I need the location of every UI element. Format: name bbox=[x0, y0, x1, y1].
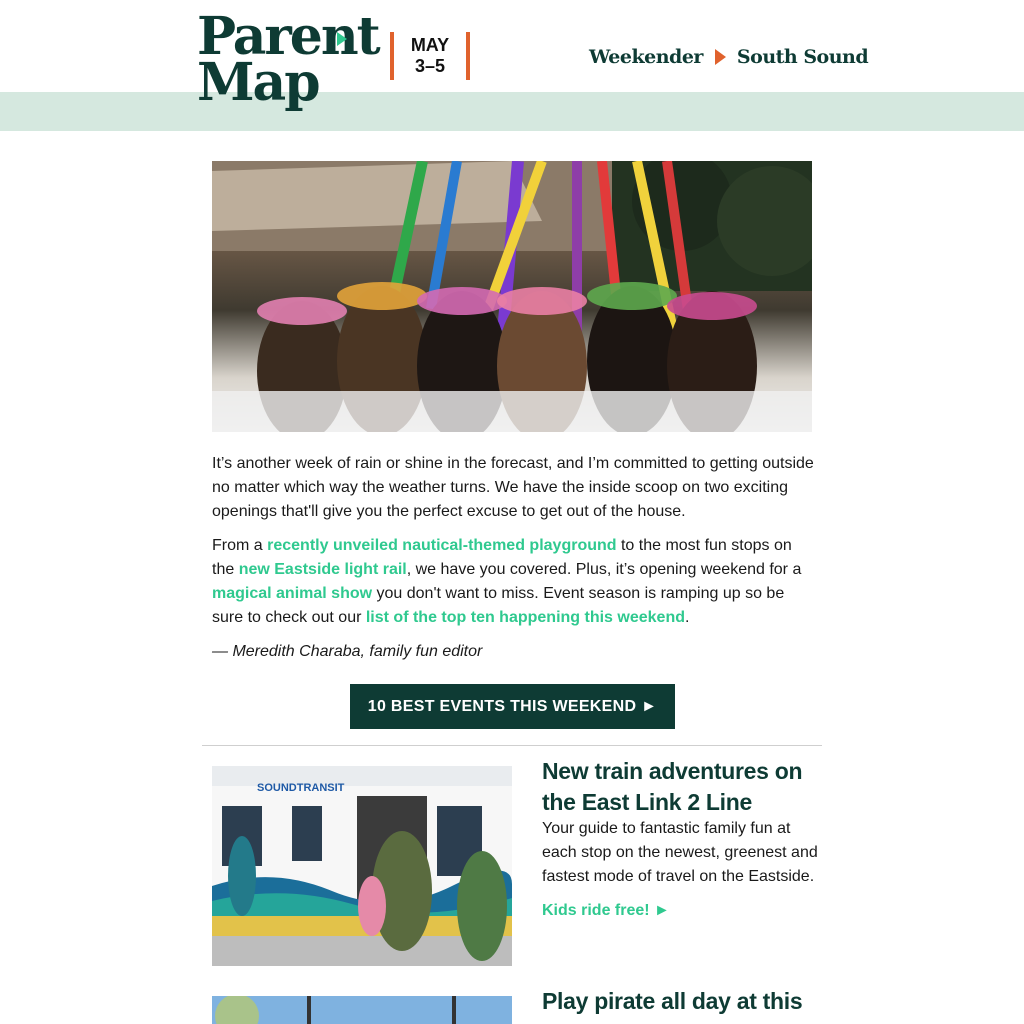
section-divider bbox=[202, 745, 822, 746]
soundtransit-text: SOUNDTRANSIT bbox=[257, 782, 345, 794]
kids-ride-free-link[interactable]: Kids ride free! ► bbox=[542, 902, 670, 919]
playground-illustration bbox=[212, 996, 512, 1024]
intro-text: . bbox=[684, 609, 690, 626]
editor-signature: — Meredith Charaba, family fun editor bbox=[212, 643, 483, 660]
link-nautical-playground[interactable]: recently unveiled nautical-themed playground bbox=[267, 537, 617, 554]
date-month: MAY bbox=[410, 35, 450, 55]
article-title-east-link[interactable]: New train adventures on the East Link 2 Line bbox=[542, 758, 803, 815]
logo-line-2: Map bbox=[197, 52, 319, 113]
breadcrumb-south-sound[interactable]: South Sound bbox=[736, 46, 869, 68]
intro-text: From a bbox=[212, 537, 268, 554]
intro-copy bbox=[212, 452, 817, 674]
article-image-pirate-playground[interactable] bbox=[212, 996, 512, 1024]
article-description-east-link: Your guide to fantastic family fun at each stop on the newest, greenest and fastest mode of travel on the Eastside. bbox=[542, 820, 818, 885]
header-band bbox=[0, 92, 1024, 131]
date-badge bbox=[390, 32, 470, 80]
intro-text: , we have you covered. Plus, it’s opening weekend for a bbox=[406, 561, 802, 578]
article-image-light-rail[interactable] bbox=[212, 766, 512, 966]
breadcrumb-weekender[interactable]: Weekender bbox=[589, 46, 703, 68]
article-title-pirate-playground[interactable]: Play pirate all day at this bbox=[542, 988, 803, 1014]
parentmap-logo[interactable] bbox=[197, 6, 379, 113]
breadcrumb-arrow-icon bbox=[715, 49, 726, 65]
date-range: 3–5 bbox=[414, 56, 446, 76]
intro-text: to the most fun stops on the bbox=[212, 537, 792, 578]
logo-line-1: Parent bbox=[197, 6, 379, 67]
link-top-ten-events[interactable]: list of the top ten happening this weekend bbox=[365, 609, 685, 626]
intro-paragraph-2 bbox=[212, 534, 817, 630]
best-events-button[interactable]: 10 BEST EVENTS THIS WEEKEND ► bbox=[350, 684, 675, 729]
breadcrumb bbox=[589, 44, 868, 70]
hero-image-maypole[interactable] bbox=[212, 161, 812, 432]
header bbox=[0, 0, 1024, 131]
intro-paragraph-1: It’s another week of rain or shine in the forecast, and I’m committed to getting outside no matter which way the weather turns. We have the inside scoop on two exciting openings that'll give you the perfect excuse to get out of the house. bbox=[212, 455, 814, 520]
train-illustration bbox=[212, 766, 512, 966]
link-magical-animal-show[interactable]: magical animal show bbox=[212, 585, 373, 602]
intro-text: you don't want to miss. Event season is ramping up so be sure to check out our bbox=[212, 585, 785, 626]
link-eastside-light-rail[interactable]: new Eastside light rail bbox=[238, 561, 407, 578]
logo-triangle-icon bbox=[337, 32, 347, 46]
maypole-illustration bbox=[212, 161, 812, 432]
